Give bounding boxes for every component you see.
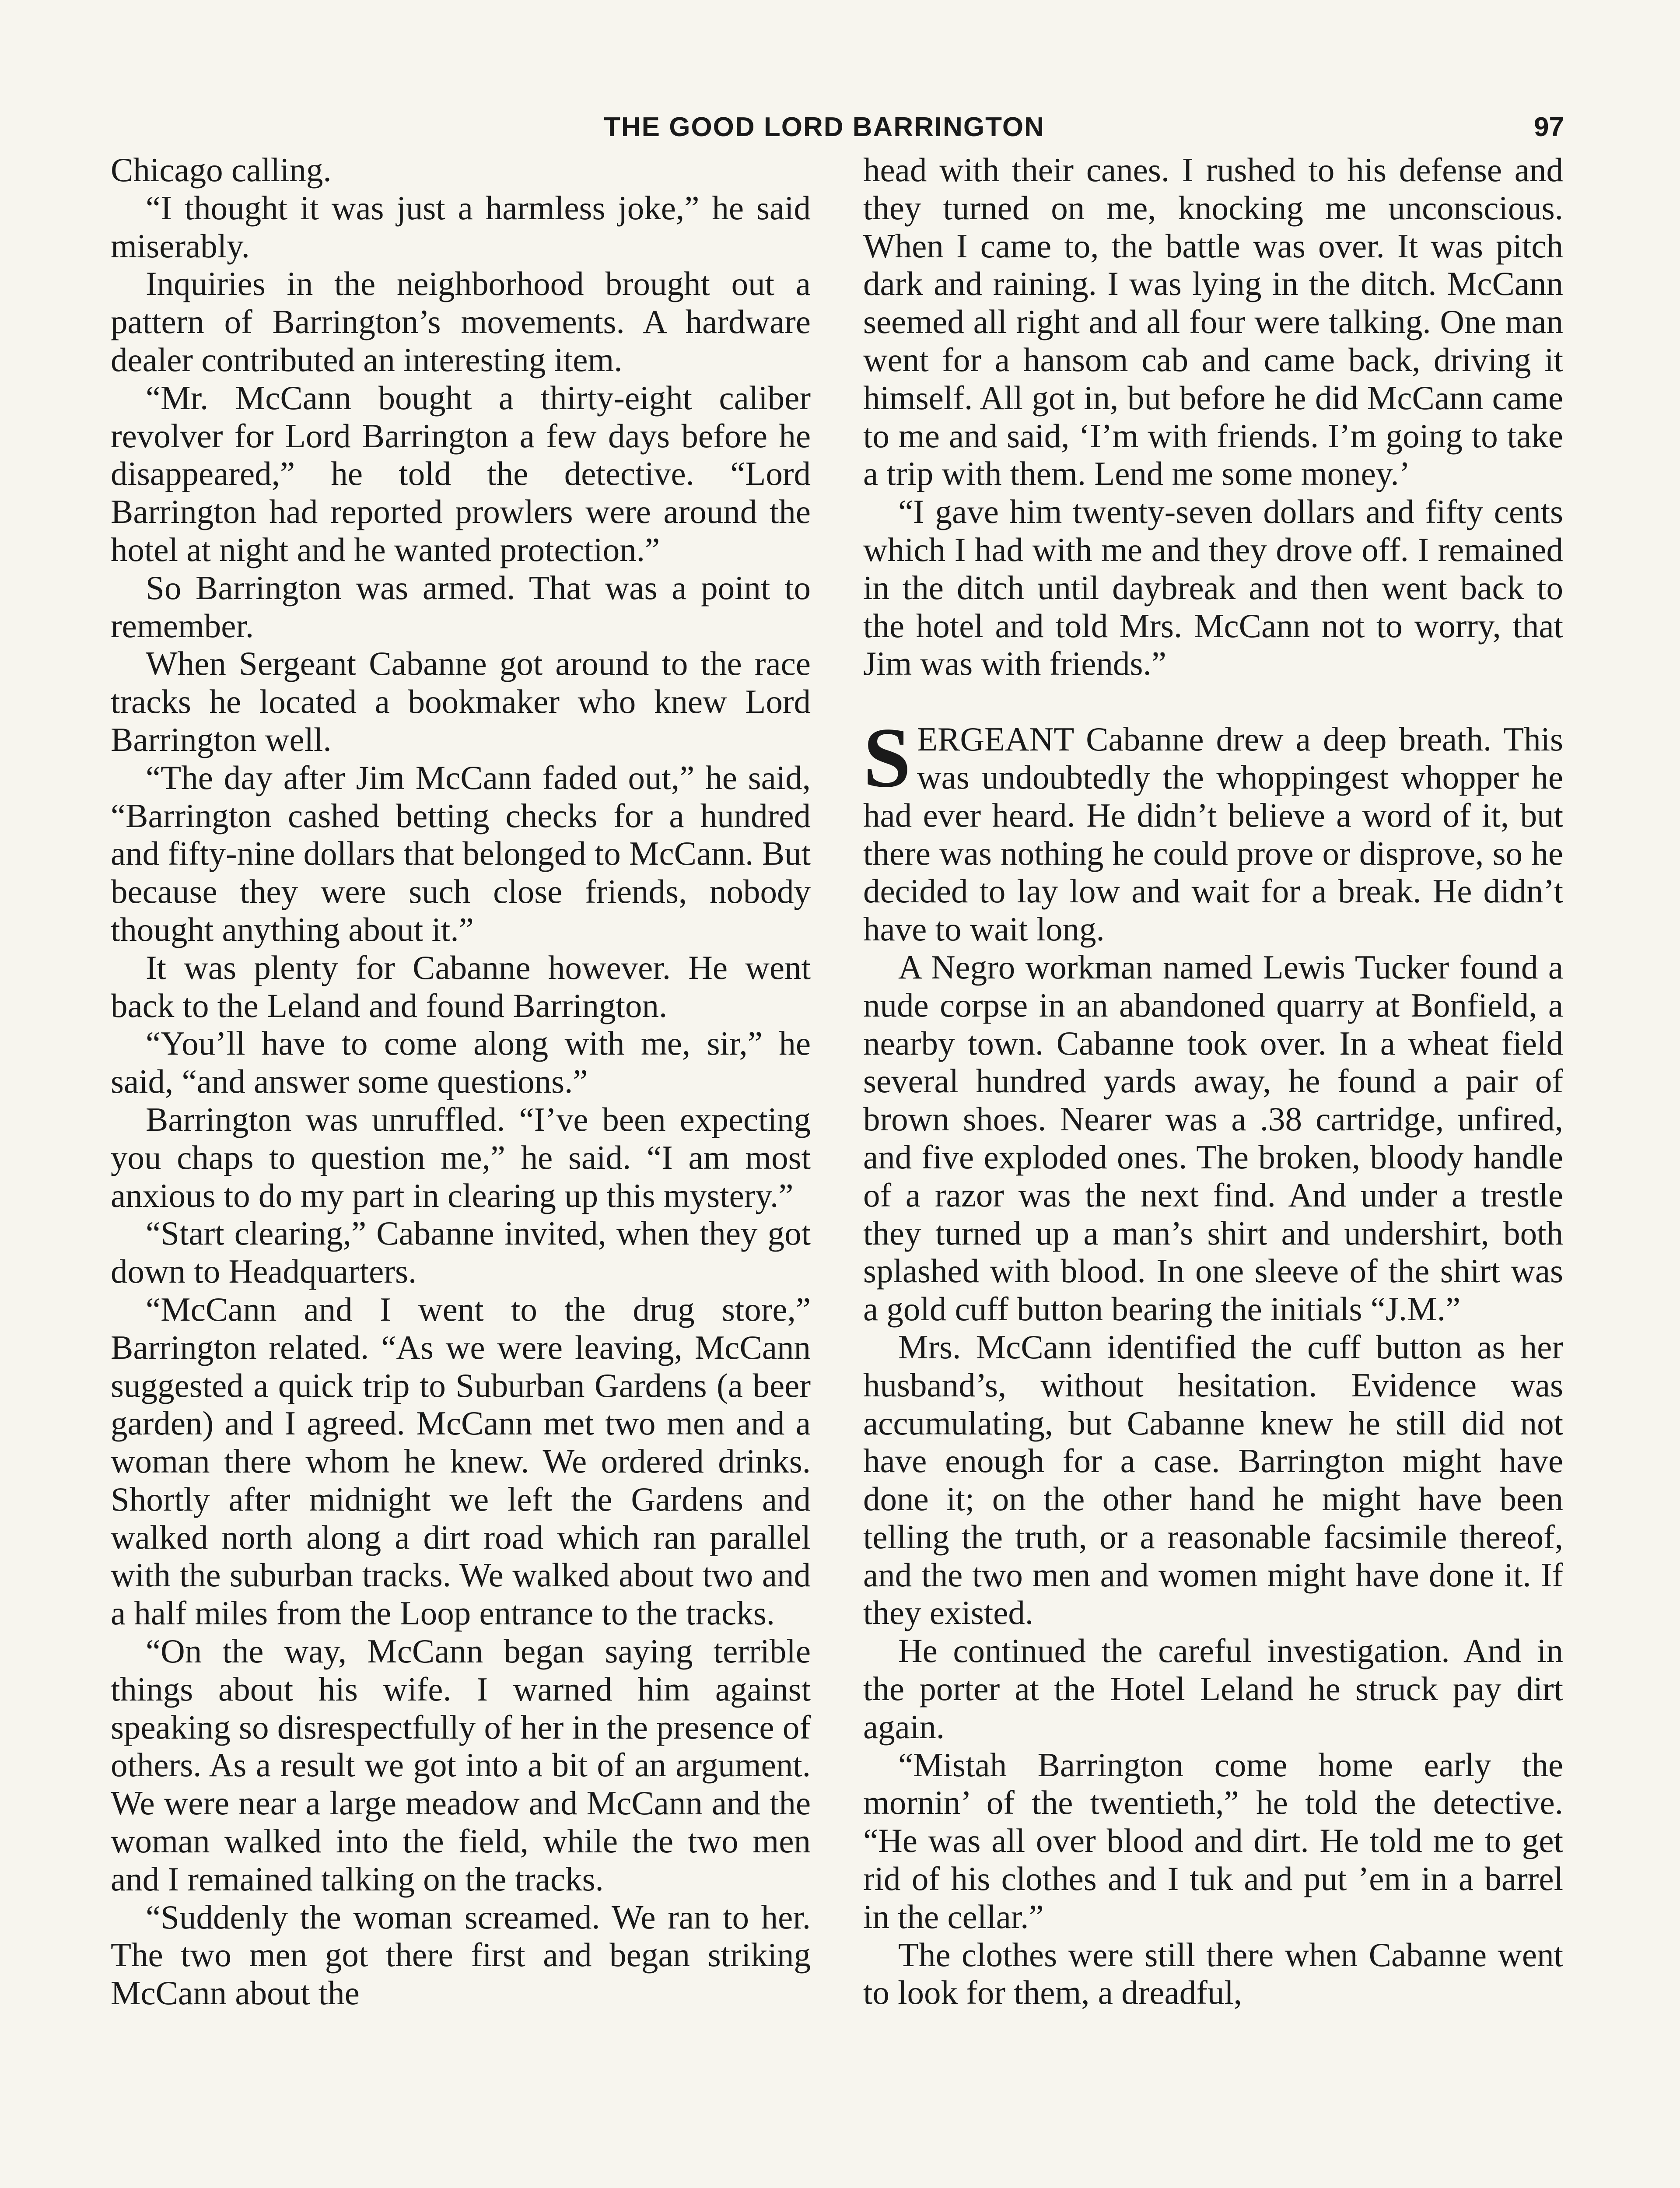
section-lead-text: Cabanne drew a deep breath. This was undoubtedly the whoppingest whopper he had ever heard. He didn’t believe a word of it, but there was nothing he could prove or disprove, so he decided to lay low and wait for a break. He didn’t have to wait long. [863,720,1563,948]
paragraph: “McCann and I went to the drug store,” Barrington related. “As we were leaving, McCann suggested a quick trip to Suburban Gardens (a beer garden) and I agreed. McCann met two men and a woman there whom he knew. We ordered drinks. Shortly after midnight we left the Gardens and walked north along a dirt road which ran parallel with the suburban tracks. We walked about two and a half miles from the Loop entrance to the tracks. [111,1290,811,1632]
paragraph: “I gave him twenty-seven dollars and fifty cents which I had with me and they drove off. I remained in the ditch until daybreak and then went back to the hotel and told Mrs. McCann not to worry, that Jim was with friends.” [863,493,1563,683]
paragraph: “Mr. McCann bought a thirty-eight caliber revolver for Lord Barrington a few days before he disappeared,” he told the detective. “Lord Barrington had reported prowlers were around the hotel at night and he wanted protection.” [111,379,811,568]
paragraph: When Sergeant Cabanne got around to the race tracks he located a bookmaker who knew Lord Barrington well. [111,645,811,758]
paragraph: “The day after Jim McCann faded out,” he said, “Barrington cashed betting checks for a hundred and fifty-nine dollars that belonged to McCann. But because they were such close friends, nobody thought anything about it.” [111,758,811,948]
paragraph: Mrs. McCann identified the cuff button as her husband’s, without hesitation. Evidence was accumulating, but Cabanne knew he still did not have enough for a case. Barrington might have done it; on the other hand he might have been telling the truth, or a reasonable facsimile thereof, and the two men and women might have done it. If they existed. [863,1328,1563,1632]
paragraph: head with their canes. I rushed to his defense and they turned on me, knocking me unconscious. When I came to, the battle was over. It was pitch dark and raining. I was lying in the ditch. McCann seemed all right and all four were talking. One man went for a hansom cab and came back, driving it himself. All got in, but before he did McCann came to me and said, ‘I’m with friends. I’m going to take a trip with them. Lend me some money.’ [863,151,1563,493]
paragraph: A Negro workman named Lewis Tucker found a nude corpse in an abandoned quarry at Bonfield, a nearby town. Cabanne took over. In a wheat field several hundred yards away, he found a pair of brown shoes. Nearer was a .38 cartridge, unfired, and five exploded ones. The broken, bloody handle of a razor was the next find. And under a trestle they turned up a man’s shirt and undershirt, both splashed with blood. In one sleeve of the shirt was a gold cuff button bearing the initials “J.M.” [863,948,1563,1328]
drop-cap: S [863,710,911,806]
paragraph: He continued the careful investigation. And in the porter at the Hotel Leland he struck pay dirt again. [863,1632,1563,1746]
right-column [863,151,1563,2012]
paragraph: “I thought it was just a harmless joke,” he said miserably. [111,189,811,265]
paragraph: So Barrington was armed. That was a point to remember. [111,568,811,645]
paragraph: Inquiries in the neighborhood brought out a pattern of Barrington’s movements. A hardware dealer contributed an interesting item. [111,265,811,379]
paragraph: It was plenty for Cabanne however. He went back to the Leland and found Barrington. [111,948,811,1024]
paragraph: Barrington was unruffled. “I’ve been expecting you chaps to question me,” he said. “I am most anxious to do my part in clearing up this mystery.” [111,1100,811,1214]
paragraph: “Mistah Barrington come home early the mornin’ of the twentieth,” he told the detective. “He was all over blood and dirt. He told me to get rid of his clothes and I tuk and put ’em in a barrel in the cellar.” [863,1746,1563,1936]
section-lead-word: ERGEANT [917,720,1074,758]
paragraph: “Start clearing,” Cabanne invited, when they got down to Headquarters. [111,1214,811,1290]
running-head: THE GOOD LORD BARRINGTON [604,112,1045,142]
paragraph: “Suddenly the woman screamed. We ran to her. The two men got there first and began striking McCann about the [111,1898,811,2012]
left-column [111,151,811,2012]
section-opening-paragraph [863,710,1563,948]
paragraph: Chicago calling. [111,151,332,189]
paragraph: “On the way, McCann began saying terrible things about his wife. I warned him against speaking so disrespectfully of her in the presence of others. As a result we got into a bit of an argument. We were near a large meadow and McCann and the woman walked into the field, while the two men and I remained talking on the tracks. [111,1632,811,1898]
paragraph: “You’ll have to come along with me, sir,” he said, “and answer some questions.” [111,1024,811,1101]
paragraph: The clothes were still there when Cabanne went to look for them, a dreadful, [863,1936,1563,2012]
page-number: 97 [1534,112,1564,142]
